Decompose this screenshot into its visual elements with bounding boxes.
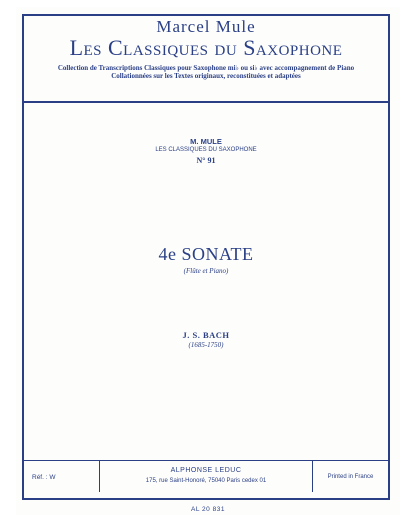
- work-instrumentation: (Flûte et Piano): [183, 267, 229, 275]
- collection-label: LES CLASSIQUES DU SAXOPHONE: [155, 147, 257, 153]
- catalog-number: AL 20 831: [191, 506, 225, 513]
- composer-name: J. S. BACH: [182, 330, 230, 340]
- collection-number: N° 91: [196, 156, 216, 165]
- composer-dates: (1685-1750): [188, 341, 224, 349]
- series-editor-name: Marcel Mule: [156, 17, 256, 36]
- series-title: Les Classiques du Saxophone: [69, 35, 343, 60]
- publisher-address: 175, rue Saint-Honoré, 75040 Paris cedex 01: [145, 478, 267, 484]
- series-subtitle-line2: Collationnées sur les Textes originaux, reconstituées et adaptées: [111, 72, 301, 80]
- footer: [24, 460, 388, 492]
- editor-label: M. MULE: [190, 137, 222, 146]
- publisher-name: ALPHONSE LEDUC: [170, 467, 242, 474]
- reference-code: Réf. : W: [24, 460, 100, 492]
- printed-in-label: Printed in France: [312, 460, 388, 492]
- work-title: 4e SONATE: [158, 244, 254, 264]
- header-divider: [22, 101, 390, 103]
- publisher-block: [100, 460, 312, 492]
- series-subtitle-line1: Collection de Transcriptions Classiques pour Saxophone mi♭ ou si♭ avec accompagnement de Piano: [57, 64, 355, 72]
